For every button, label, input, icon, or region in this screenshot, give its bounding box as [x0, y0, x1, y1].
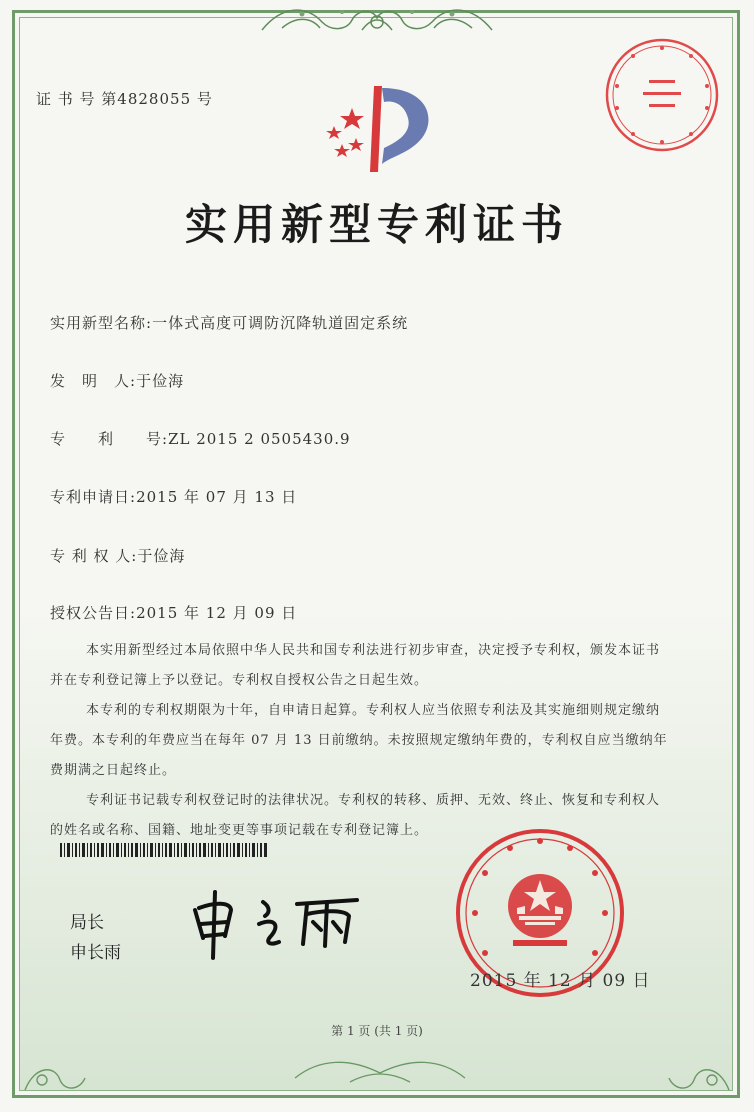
handwritten-signature	[185, 880, 375, 960]
body-paragraph-2: 本专利的专利权期限为十年，自申请日起算。专利权人应当依照专利法及其实施细则规定缴纳年费。本专利的年费应当在每年 07 月 13 日前缴纳。未按照规定缴纳年费的，专利权自应当缴纳年费期满之日起终止。	[50, 703, 668, 778]
patent-number-value: ZL 2015 2 0505430.9	[168, 430, 351, 448]
body-paragraph-3: 专利证书记载专利权登记时的法律状况。专利权的转移、质押、无效、终止、恢复和专利权人的姓名或名称、国籍、地址变更等事项记载在专利登记簿上。	[50, 793, 661, 838]
filing-date-row	[50, 486, 297, 507]
patentee-value: 于俭海	[137, 547, 186, 565]
filing-date-value: 2015 年 07 月 13 日	[136, 488, 298, 506]
inventor-row	[50, 370, 184, 391]
grant-date-label: 授权公告日:	[50, 604, 137, 622]
signatory-title: 局长	[70, 913, 104, 933]
barcode-icon	[60, 843, 268, 857]
certificate-number: 证 书 号 第4828055 号	[36, 90, 213, 108]
patent-number-label: 专 利 号:	[50, 430, 169, 448]
patentee-label: 专 利 权 人:	[50, 547, 138, 565]
bottom-left-ornament	[20, 1060, 90, 1098]
utility-model-name-value: 一体式高度可调防沉降轨道固定系统	[152, 314, 409, 332]
utility-model-name-label: 实用新型名称:	[50, 314, 153, 332]
utility-model-name-row	[50, 312, 408, 333]
patent-number-row	[50, 428, 351, 449]
signatory-name: 申长雨	[70, 943, 121, 963]
tax-stamp-seal	[603, 36, 721, 154]
page-number: 第 1 页 (共 1 页)	[331, 1024, 423, 1038]
inventor-label: 发 明 人:	[50, 372, 137, 390]
filing-date-label: 专利申请日:	[50, 488, 137, 506]
patentee-row	[50, 545, 185, 566]
certificate-body	[50, 636, 670, 846]
inventor-value: 于俭海	[136, 372, 185, 390]
body-paragraph-1: 本实用新型经过本局依照中华人民共和国专利法进行初步审查，决定授予专利权，颁发本证书并在专利登记簿上予以登记。专利权自授权公告之日起生效。	[50, 643, 661, 688]
grant-date-row	[50, 602, 297, 623]
top-ornament	[252, 0, 502, 38]
issue-date: 2015 年 12 月 09 日	[470, 971, 651, 991]
cnipa-logo-icon	[312, 78, 442, 178]
bottom-right-ornament	[664, 1060, 734, 1098]
grant-date-value: 2015 年 12 月 09 日	[136, 604, 298, 622]
bottom-center-ornament	[290, 1048, 470, 1088]
page-title: 实用新型专利证书	[184, 200, 569, 249]
